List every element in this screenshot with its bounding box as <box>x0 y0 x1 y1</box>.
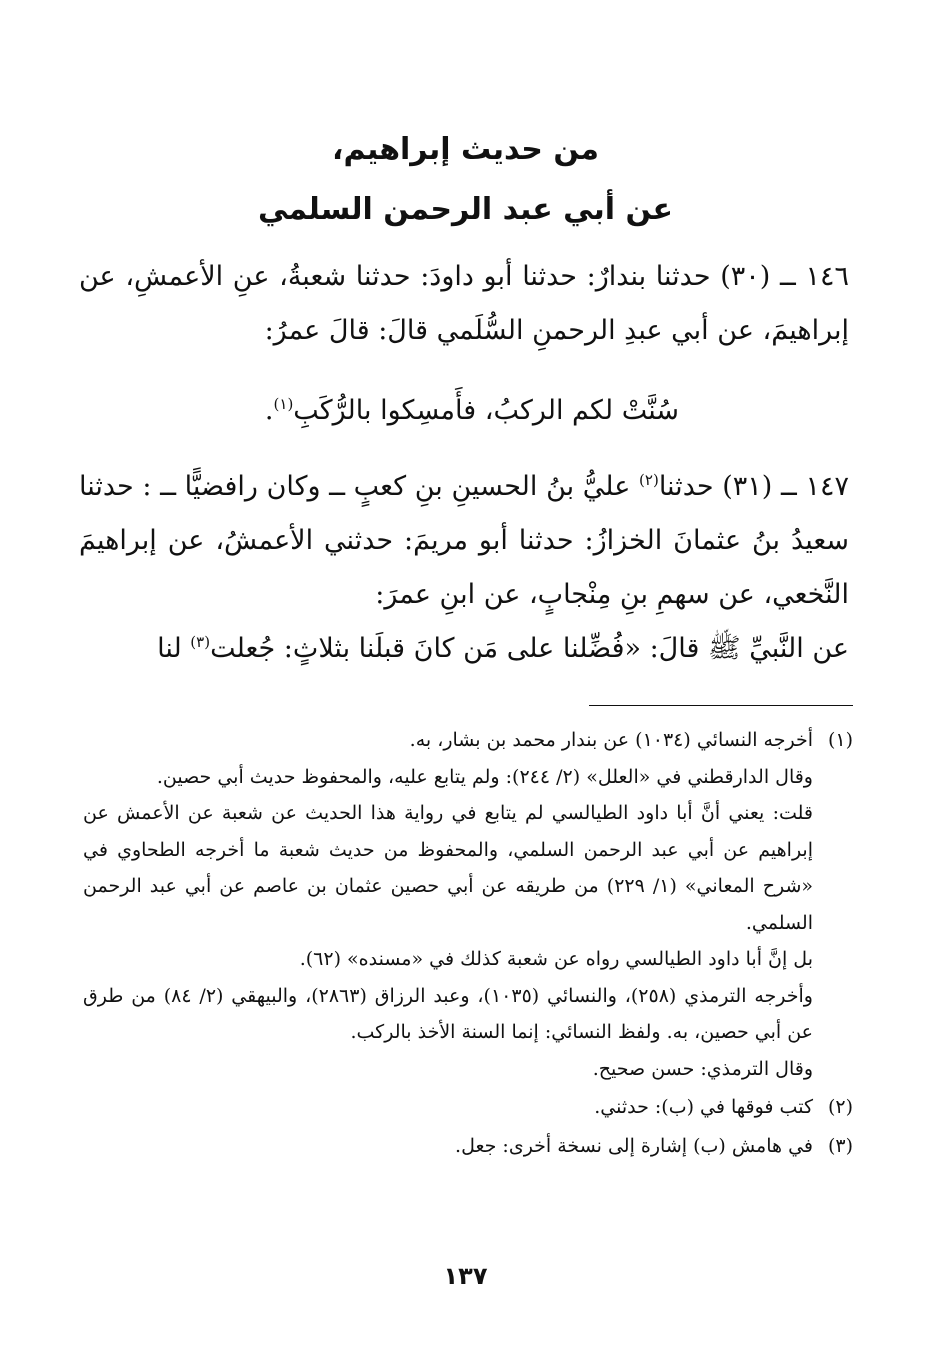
footnote-ref-1[interactable]: (١) <box>273 395 294 413</box>
quote-end: . <box>264 395 274 426</box>
footnote-line: قلت: يعني أنَّ أبا داود الطيالسي لم يتابع في رواية هذا الحديث عن شعبة عن الأعمش عن إبراهيم عن أبي عبد الرحمن السلمي، والمحفوظ من حديث شعبة ما أخرجه الطحاوي في «شرح المعاني» (١/ ٢٢٩) من طريقه عن أبي حصين عثمان بن عاصم عن أبي عبد الرحمن السلمي. <box>83 802 813 934</box>
footnote-line: كتب فوقها في (ب): حدثني. <box>594 1096 813 1118</box>
quote-text: سُنَّتْ لكم الركبُ، فأَمسِكوا بالرُّكَبِ <box>293 395 679 426</box>
page-number: ١٣٧ <box>443 1262 488 1290</box>
footnote-ref-2[interactable]: (٢) <box>639 471 659 489</box>
footnotes <box>83 722 853 1164</box>
footnote-2 <box>83 1089 853 1126</box>
footnote-line: وقال الدارقطني في «العلل» (٢/ ٢٤٤): ولم يتابع عليه، والمحفوظ حديث أبي حصين. <box>156 765 813 788</box>
footnote-1 <box>83 722 853 1087</box>
footnote-3 <box>83 1128 853 1165</box>
footnote-line: في هامش (ب) إشارة إلى نسخة أخرى: جعل. <box>455 1134 813 1157</box>
heading-line-2: عن أبي عبد الرحمن السلمي <box>258 192 673 227</box>
chapter-heading <box>0 120 931 240</box>
footnote-line: بل إنَّ أبا داود الطيالسي رواه عن شعبة كذلك في «مسنده» (٦٢). <box>299 948 813 970</box>
footnote-number: (٣) <box>827 1134 853 1157</box>
hadith-147-rest: عليُّ بنُ الحسينِ بنِ كعبٍ ــ وكان رافضيًّا ــ : حدثنا سعيدُ بنُ عثمانَ الخزازُ: حدثنا أبو مريمَ: حدثني الأعمشُ، عن إبراهيمَ النَّخعي، عن سهمِ بنِ مِنْجابٍ، عن ابنِ عمرَ: <box>79 471 849 610</box>
footnote-number: (١) <box>827 729 853 751</box>
footnote-separator <box>589 705 853 706</box>
hadith-146-quote <box>79 384 849 438</box>
main-text <box>79 250 849 676</box>
footnote-body <box>83 722 813 1087</box>
hadith-text-start: عن النَّبيِّ ﷺ قالَ: «فُضِّلنا على مَن كانَ قبلَنا بثلاثٍ: جُعلت <box>210 633 849 664</box>
hadith-147-start: ١٤٧ ــ (٣١) حدثنا <box>658 471 849 502</box>
footnote-number: (٢) <box>827 1096 853 1118</box>
hadith-text-end: لنا <box>157 633 191 664</box>
hadith-147-text <box>79 622 849 676</box>
footnote-line: أخرجه النسائي (١٠٣٤) عن بندار محمد بن بشار، به. <box>409 729 813 751</box>
footnote-body <box>83 1128 813 1165</box>
heading-line-1: من حديث إبراهيم، <box>332 132 599 167</box>
footnote-line: وقال الترمذي: حسن صحيح. <box>592 1057 813 1080</box>
hadith-146: ١٤٦ ــ (٣٠) حدثنا بندارٌ: حدثنا أبو داودَ: حدثنا شعبةُ، عنِ الأعمشِ، عن إبراهيمَ، عن أبي عبدِ الرحمنِ السُّلَمي قالَ: قالَ عمرُ: <box>79 261 849 346</box>
footnote-body <box>83 1089 813 1126</box>
hadith-147 <box>79 460 849 622</box>
footnote-line: وأخرجه الترمذي (٢٥٨)، والنسائي (١٠٣٥)، وعبد الرزاق (٢٨٦٣)، والبيهقي (٢/ ٨٤) من طرق عن أبي حصين، به. ولفظ النسائي: إنما السنة الأخذ بالركب. <box>83 984 813 1043</box>
footnote-ref-3[interactable]: (٣) <box>190 633 211 651</box>
